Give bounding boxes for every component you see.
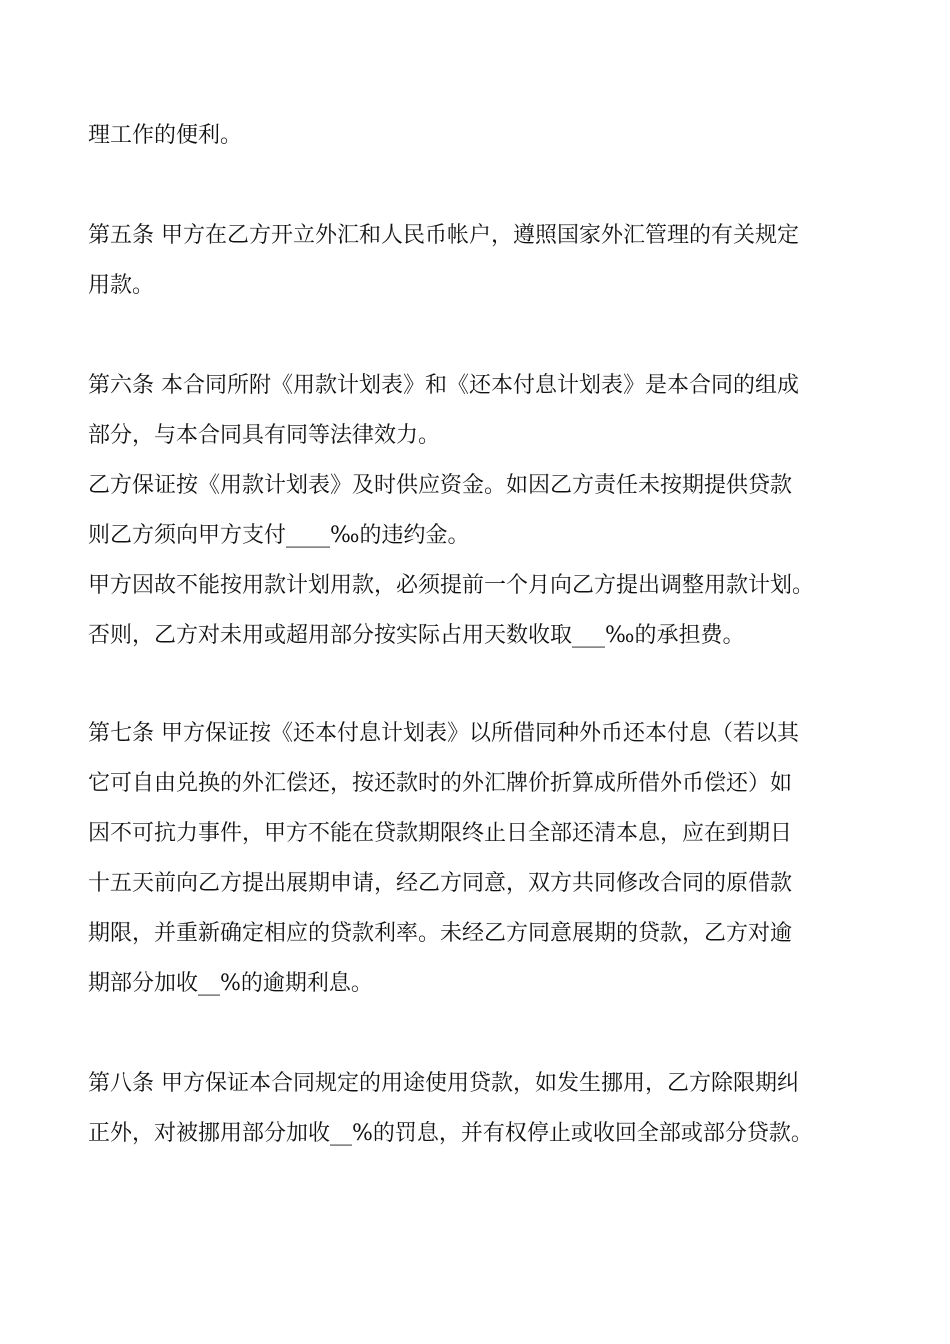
article-6-line-4: 甲方因故不能按用款计划用款，必须提前一个月向乙方提出调整用款计划。 <box>88 573 815 598</box>
article-6-line-5: 否则，乙方对未用或超用部分按实际占用天数收取___‰的承担费。 <box>88 623 745 648</box>
article-6-line-0: 第六条 本合同所附《用款计划表》和《还本付息计划表》是本合同的组成 <box>88 373 799 398</box>
article-8-line-1: 正外，对被挪用部分加收__%的罚息，并有权停止或收回全部或部分贷款。 <box>88 1121 813 1146</box>
article-7-line-3: 十五天前向乙方提出展期申请，经乙方同意，双方共同修改合同的原借款 <box>88 871 793 896</box>
article-6-line-3: 则乙方须向甲方支付____‰的违约金。 <box>88 523 470 548</box>
article-7-line-0: 第七条 甲方保证按《还本付息计划表》以所借同种外币还本付息（若以其 <box>88 721 799 746</box>
article-7-line-5: 期部分加收__%的逾期利息。 <box>88 971 373 996</box>
article-5-line-1: 用款。 <box>88 273 155 298</box>
article-8-line-0: 第八条 甲方保证本合同规定的用途使用贷款，如发生挪用，乙方除限期纠 <box>88 1071 799 1096</box>
article-7-line-2: 因不可抗力事件，甲方不能在贷款期限终止日全部还清本息，应在到期日 <box>88 821 793 846</box>
article-7-line-4: 期限，并重新确定相应的贷款利率。未经乙方同意展期的贷款，乙方对逾 <box>88 921 793 946</box>
article-6-line-1: 部分，与本合同具有同等法律效力。 <box>88 423 441 448</box>
article-7-line-1: 它可自由兑换的外汇偿还，按还款时的外汇牌价折算成所借外币偿还）如 <box>88 771 793 796</box>
paragraph-0-line-0: 理工作的便利。 <box>88 123 243 148</box>
article-6-line-2: 乙方保证按《用款计划表》及时供应资金。如因乙方责任未按期提供贷款 <box>88 473 793 498</box>
article-5-line-0: 第五条 甲方在乙方开立外汇和人民币帐户，遵照国家外汇管理的有关规定 <box>88 223 799 248</box>
